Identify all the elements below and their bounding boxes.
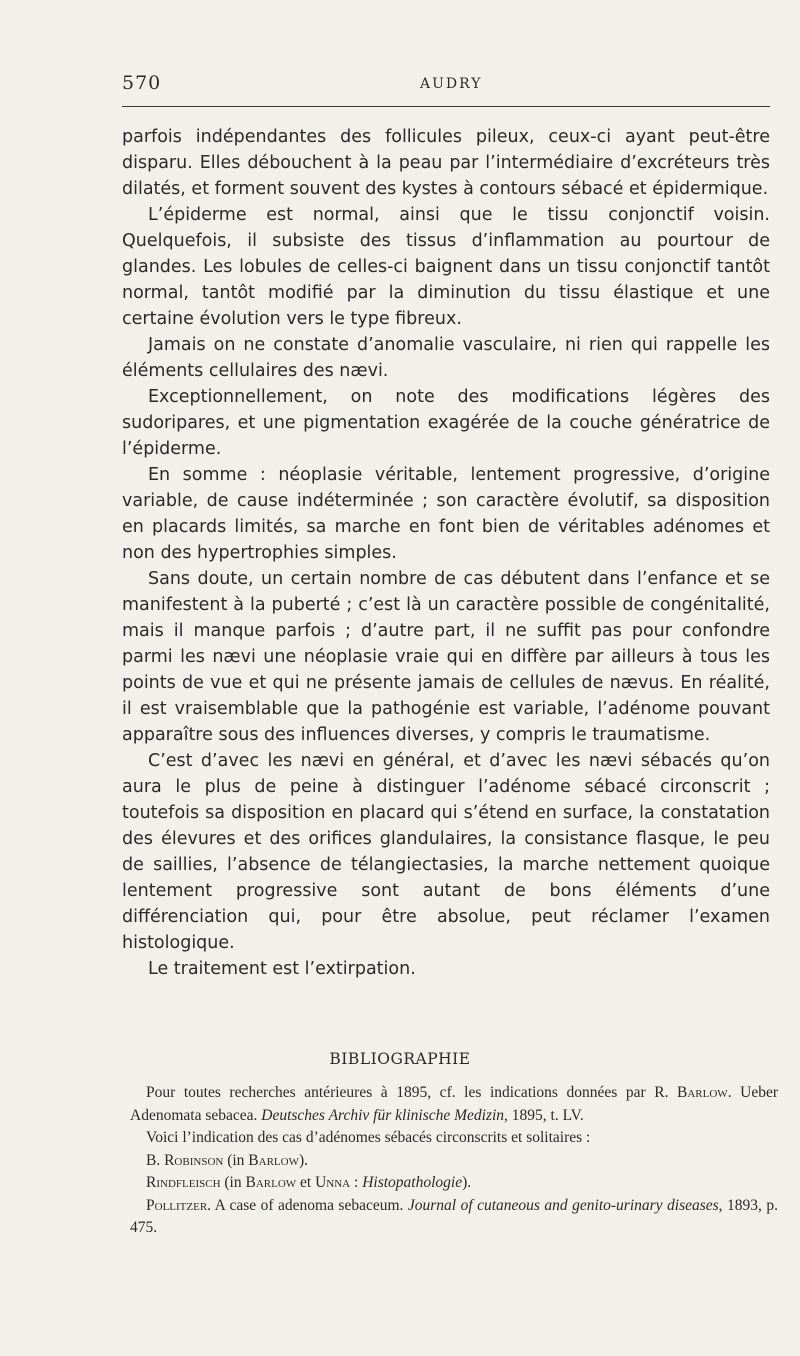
entry-4-author: Rindfleisch	[146, 1174, 221, 1191]
entry-3-end: ).	[298, 1151, 309, 1169]
entry-3-author: Robinson	[164, 1151, 224, 1169]
entry-4-work: Histopathologie	[362, 1174, 463, 1191]
paragraph-4: Exceptionnellement, on note des modifications légères des sudoripares, et une pigmentation exagérée de la couche génératrice de l’épiderme.	[122, 387, 770, 459]
paragraph-7: C’est d’avec les nævi en général, et d’avec les nævi sébacés qu’on aura le plus de peine à distinguer l’adénome sébacé circonscrit ; toutefois sa disposition en placard qui s’étend en surface, la constatation des élevures et des orifices glandulaires, la consistance flasque, le peu de saillies, l’absence de télangiectasies, la marche nettement quoique lentement progressive sont autant de bons éléments d’une différenciation qui, pour être absolue, peut réclamer l’examen histologique.	[122, 751, 770, 953]
bibliography-entry-2: Voici l’indication des cas d’adénomes sébacés circonscrits et solitaires :	[146, 1129, 591, 1146]
page-header	[122, 72, 770, 98]
entry-3-prefix: B.	[146, 1151, 165, 1169]
entry-4-mid: (in	[220, 1174, 246, 1191]
entry-5-text: . A case of adenoma sebaceum.	[207, 1196, 408, 1214]
entry-1-rest: . Ueber Adenomata sebacea.	[130, 1084, 778, 1124]
entry-5-end: , 1893, p. 475.	[130, 1196, 778, 1236]
bibliography-entry-4	[130, 1172, 778, 1195]
bibliography-title: BIBLIOGRAPHIE	[329, 1050, 471, 1068]
entry-1-text: Pour toutes recherches antérieures à 1895, cf. les indications données par R.	[146, 1084, 678, 1101]
running-title: AUDRY	[420, 76, 483, 92]
bibliography-entry-5	[130, 1195, 778, 1240]
page-number: 570	[122, 72, 162, 94]
entry-5-author: Pollitzer	[146, 1196, 208, 1214]
bibliography-entry-1	[130, 1082, 778, 1127]
header-rule	[122, 106, 770, 107]
paragraph-1: parfois indépendantes des follicules pileux, ceux-ci ayant peut-être disparu. Elles débouchent à la peau par l’intermédiaire d’excréteurs très dilatés, et forment souvent des kystes à contours sébacé et épidermique.	[122, 127, 770, 199]
paragraph-3: Jamais on ne constate d’anomalie vasculaire, ni rien qui rappelle les éléments cellulaires des nævi.	[122, 335, 770, 381]
entry-4-colon: :	[350, 1174, 363, 1191]
entry-4-ref2: Unna	[315, 1174, 351, 1191]
entry-3-ref: Barlow	[248, 1151, 299, 1169]
body-text	[122, 124, 770, 982]
entry-1-author: Barlow	[677, 1084, 728, 1101]
paragraph-2: L’épiderme est normal, ainsi que le tissu conjonctif voisin. Quelquefois, il subsiste des tissus d’inflammation au pourtour de glandes. Les lobules de celles-ci baignent dans un tissu conjonctif tantôt normal, tantôt modifié par la diminution du tissu élastique et une certaine évolution vers le type fibreux.	[122, 205, 770, 329]
entry-4-end: ).	[462, 1174, 472, 1191]
entry-4-ref1: Barlow	[245, 1174, 297, 1191]
entry-4-and: et	[296, 1174, 316, 1191]
bibliography	[130, 1082, 778, 1240]
entry-3-mid: (in	[223, 1151, 249, 1169]
bibliography-entry-3	[130, 1150, 778, 1173]
paragraph-8: Le traitement est l’extirpation.	[148, 959, 416, 979]
entry-5-journal: Journal of cutaneous and genito-urinary diseases	[407, 1196, 719, 1214]
entry-1-end: , 1895, t. LV.	[504, 1106, 584, 1124]
entry-1-journal: Deutsches Archiv für klinische Medizin	[261, 1106, 505, 1124]
paragraph-5: En somme : néoplasie véritable, lentement progressive, d’origine variable, de cause indéterminée ; son caractère évolutif, sa disposition en placards limités, sa marche en font bien de véritables adénomes et non des hypertrophies simples.	[122, 465, 770, 563]
paragraph-6: Sans doute, un certain nombre de cas débutent dans l’enfance et se manifestent à la puberté ; c’est là un caractère possible de congénitalité, mais il manque parfois ; d’autre part, il ne suffit pas pour confondre parmi les nævi une néoplasie vraie qui en diffère par ailleurs à tous les points de vue et qui ne présente jamais de cellules de nævus. En réalité, il est vraisemblable que la pathogénie est variable, l’adénome pouvant apparaître sous des influences diverses, y compris le traumatisme.	[122, 569, 770, 745]
